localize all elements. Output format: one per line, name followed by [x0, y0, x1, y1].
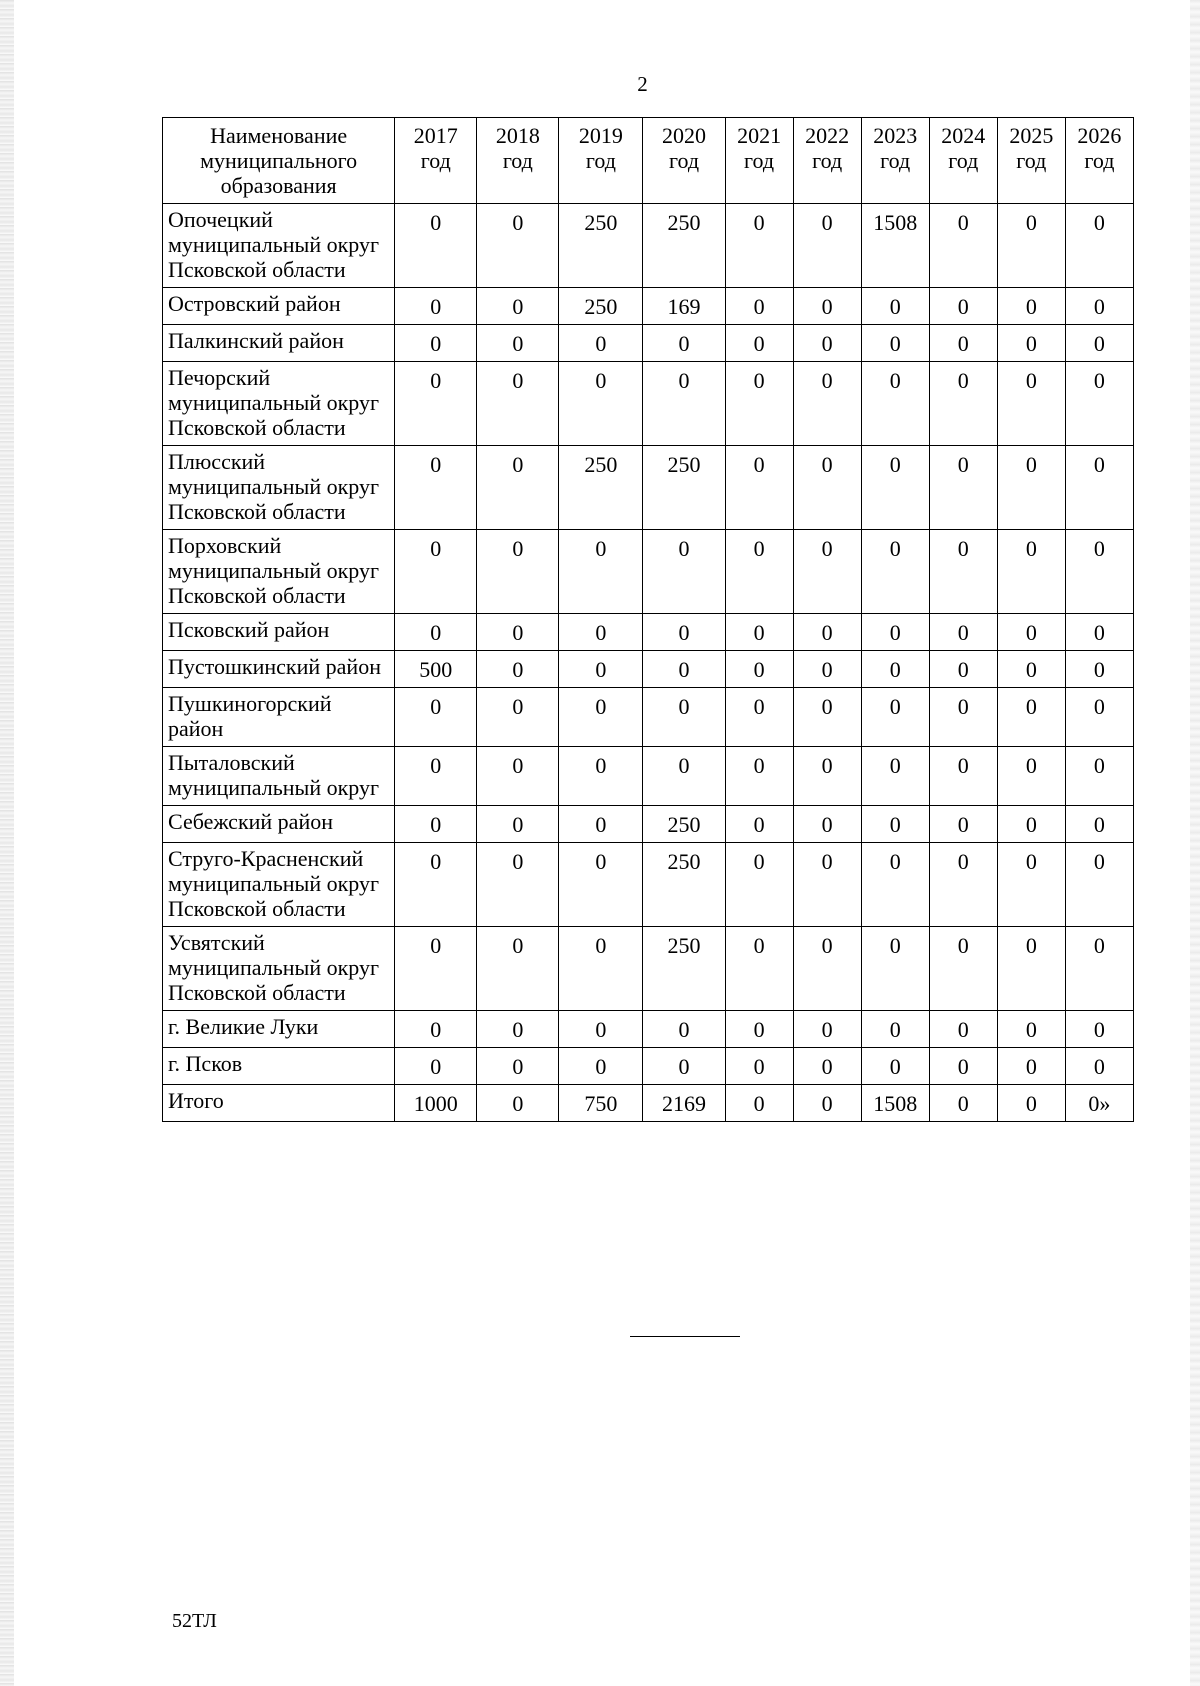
row-name: Псковский район — [163, 614, 395, 651]
row-value: 0 — [793, 747, 861, 806]
row-value: 0 — [725, 1011, 793, 1048]
row-value: 0 — [395, 1048, 477, 1085]
table-row — [163, 1011, 1134, 1048]
row-value: 0 — [861, 688, 929, 747]
row-value: 0 — [477, 325, 559, 362]
row-value: 0 — [929, 1011, 997, 1048]
row-value: 0 — [793, 1011, 861, 1048]
header-name: Наименование муниципального образования — [163, 118, 395, 204]
row-value: 0 — [929, 688, 997, 747]
row-value: 0 — [725, 843, 793, 927]
row-value: 0 — [929, 446, 997, 530]
row-value: 0 — [559, 530, 643, 614]
row-name: Пустошкинский район — [163, 651, 395, 688]
row-value: 0 — [861, 325, 929, 362]
row-value: 0 — [861, 446, 929, 530]
row-name: Островский район — [163, 288, 395, 325]
row-value: 0 — [1065, 688, 1133, 747]
row-value: 750 — [559, 1085, 643, 1122]
table-row — [163, 806, 1134, 843]
row-value: 0 — [477, 747, 559, 806]
row-value: 0 — [643, 614, 725, 651]
table-row — [163, 688, 1134, 747]
row-value: 0 — [643, 325, 725, 362]
table-row — [163, 843, 1134, 927]
row-value: 0 — [861, 362, 929, 446]
row-value: 500 — [395, 651, 477, 688]
row-value: 0 — [793, 204, 861, 288]
row-value: 0 — [793, 446, 861, 530]
header-year: 2020 год — [643, 118, 725, 204]
row-value: 0 — [559, 747, 643, 806]
scan-edge-right — [1190, 0, 1200, 1686]
row-value: 0 — [725, 530, 793, 614]
row-value: 0 — [1065, 362, 1133, 446]
row-value: 0 — [1065, 530, 1133, 614]
table-row — [163, 651, 1134, 688]
row-value: 250 — [559, 288, 643, 325]
row-value: 0 — [559, 688, 643, 747]
row-value: 0 — [997, 927, 1065, 1011]
row-value: 0 — [559, 325, 643, 362]
row-name: Итого — [163, 1085, 395, 1122]
row-value: 0 — [395, 843, 477, 927]
row-name: Плюсский муниципальный округ Псковской области — [163, 446, 395, 530]
row-value: 0 — [559, 1048, 643, 1085]
table-body — [163, 204, 1134, 1122]
row-value: 0 — [643, 362, 725, 446]
row-value: 0 — [1065, 806, 1133, 843]
row-value: 0 — [793, 1085, 861, 1122]
row-value: 250 — [643, 806, 725, 843]
row-value: 0 — [395, 614, 477, 651]
row-value: 0 — [793, 362, 861, 446]
row-value: 0 — [725, 362, 793, 446]
row-value: 0 — [477, 651, 559, 688]
budget-table — [162, 117, 1134, 1122]
row-value: 0 — [395, 927, 477, 1011]
row-value: 250 — [643, 927, 725, 1011]
row-value: 0 — [861, 806, 929, 843]
row-value: 0 — [725, 806, 793, 843]
row-value: 0 — [643, 688, 725, 747]
row-value: 0 — [997, 747, 1065, 806]
row-value: 0 — [793, 688, 861, 747]
row-value: 250 — [643, 204, 725, 288]
row-value: 0 — [997, 530, 1065, 614]
row-value: 0 — [929, 362, 997, 446]
row-value: 0 — [793, 806, 861, 843]
row-value: 0 — [861, 1011, 929, 1048]
row-value: 0 — [643, 530, 725, 614]
row-value: 0 — [997, 362, 1065, 446]
table-row — [163, 1048, 1134, 1085]
row-value: 0 — [929, 325, 997, 362]
row-value: 0 — [477, 806, 559, 843]
row-value: 0 — [477, 530, 559, 614]
row-value: 0 — [1065, 446, 1133, 530]
row-value: 2169 — [643, 1085, 725, 1122]
row-value: 0 — [861, 288, 929, 325]
row-value: 0 — [793, 1048, 861, 1085]
header-year: 2021 год — [725, 118, 793, 204]
table-row — [163, 362, 1134, 446]
row-value: 0 — [997, 651, 1065, 688]
row-value: 0» — [1065, 1085, 1133, 1122]
header-year: 2017 год — [395, 118, 477, 204]
header-year: 2022 год — [793, 118, 861, 204]
row-value: 0 — [929, 204, 997, 288]
total-row — [163, 1085, 1134, 1122]
row-value: 0 — [929, 288, 997, 325]
row-name: Опочецкий муниципальный округ Псковской области — [163, 204, 395, 288]
row-value: 0 — [1065, 614, 1133, 651]
row-value: 0 — [929, 843, 997, 927]
row-name: Усвятский муниципальный округ Псковской области — [163, 927, 395, 1011]
row-value: 0 — [997, 204, 1065, 288]
row-value: 0 — [725, 204, 793, 288]
row-value: 0 — [861, 1048, 929, 1085]
row-value: 0 — [725, 651, 793, 688]
row-name: Струго-Красненский муниципальный округ Псковской области — [163, 843, 395, 927]
row-value: 0 — [559, 1011, 643, 1048]
row-value: 0 — [395, 530, 477, 614]
row-value: 169 — [643, 288, 725, 325]
table-row — [163, 204, 1134, 288]
row-value: 0 — [559, 927, 643, 1011]
row-value: 0 — [477, 288, 559, 325]
row-value: 0 — [725, 446, 793, 530]
row-value: 0 — [395, 1011, 477, 1048]
row-value: 0 — [477, 927, 559, 1011]
header-year: 2019 год — [559, 118, 643, 204]
row-value: 0 — [793, 288, 861, 325]
row-value: 0 — [997, 325, 1065, 362]
table-row — [163, 530, 1134, 614]
row-value: 0 — [395, 362, 477, 446]
row-value: 0 — [725, 688, 793, 747]
row-value: 250 — [559, 446, 643, 530]
row-value: 0 — [725, 614, 793, 651]
row-value: 0 — [725, 927, 793, 1011]
row-value: 1000 — [395, 1085, 477, 1122]
row-value: 0 — [477, 204, 559, 288]
row-value: 0 — [861, 843, 929, 927]
row-value: 0 — [477, 1048, 559, 1085]
row-name: Себежский район — [163, 806, 395, 843]
row-value: 0 — [725, 288, 793, 325]
table-row — [163, 614, 1134, 651]
row-value: 0 — [793, 614, 861, 651]
row-value: 0 — [929, 1085, 997, 1122]
row-value: 0 — [477, 362, 559, 446]
row-value: 0 — [643, 747, 725, 806]
page-number: 2 — [637, 72, 648, 96]
row-value: 0 — [559, 614, 643, 651]
row-value: 0 — [929, 651, 997, 688]
row-value: 0 — [793, 325, 861, 362]
row-value: 0 — [559, 806, 643, 843]
table-row — [163, 288, 1134, 325]
row-value: 0 — [997, 806, 1065, 843]
row-value: 0 — [929, 1048, 997, 1085]
end-divider — [630, 1336, 740, 1337]
row-value: 0 — [559, 651, 643, 688]
row-value: 0 — [477, 688, 559, 747]
row-value: 0 — [477, 1085, 559, 1122]
row-value: 0 — [477, 446, 559, 530]
row-value: 0 — [725, 1048, 793, 1085]
row-name: Порховский муниципальный округ Псковской области — [163, 530, 395, 614]
row-value: 0 — [929, 614, 997, 651]
row-name: г. Великие Луки — [163, 1011, 395, 1048]
row-value: 0 — [861, 927, 929, 1011]
row-value: 0 — [793, 651, 861, 688]
row-value: 0 — [477, 843, 559, 927]
row-value: 0 — [559, 843, 643, 927]
row-value: 1508 — [861, 204, 929, 288]
row-value: 250 — [643, 843, 725, 927]
header-year: 2025 год — [997, 118, 1065, 204]
header-year: 2024 год — [929, 118, 997, 204]
row-value: 0 — [395, 806, 477, 843]
table-header-row — [163, 118, 1134, 204]
row-value: 0 — [395, 446, 477, 530]
row-value: 0 — [1065, 927, 1133, 1011]
row-value: 0 — [477, 614, 559, 651]
row-value: 0 — [997, 1085, 1065, 1122]
table-row — [163, 446, 1134, 530]
row-value: 1508 — [861, 1085, 929, 1122]
row-value: 0 — [997, 288, 1065, 325]
row-value: 0 — [793, 843, 861, 927]
row-value: 0 — [861, 651, 929, 688]
row-value: 0 — [793, 530, 861, 614]
row-value: 0 — [643, 651, 725, 688]
row-value: 0 — [643, 1011, 725, 1048]
row-value: 0 — [861, 614, 929, 651]
row-value: 0 — [929, 530, 997, 614]
row-value: 0 — [861, 530, 929, 614]
row-value: 0 — [1065, 1048, 1133, 1085]
row-value: 0 — [861, 747, 929, 806]
row-name: Пушкиногорский район — [163, 688, 395, 747]
row-value: 0 — [395, 325, 477, 362]
row-value: 0 — [929, 747, 997, 806]
row-value: 0 — [997, 843, 1065, 927]
row-value: 0 — [559, 362, 643, 446]
row-value: 0 — [1065, 325, 1133, 362]
row-value: 0 — [1065, 288, 1133, 325]
row-value: 0 — [725, 747, 793, 806]
row-value: 0 — [725, 325, 793, 362]
header-year: 2023 год — [861, 118, 929, 204]
row-value: 0 — [1065, 204, 1133, 288]
table-row — [163, 747, 1134, 806]
row-value: 0 — [997, 614, 1065, 651]
row-value: 0 — [929, 806, 997, 843]
row-value: 0 — [725, 1085, 793, 1122]
row-value: 0 — [643, 1048, 725, 1085]
row-value: 0 — [997, 1011, 1065, 1048]
table-row — [163, 927, 1134, 1011]
row-name: Печорский муниципальный округ Псковской области — [163, 362, 395, 446]
header-year: 2026 год — [1065, 118, 1133, 204]
row-value: 0 — [395, 204, 477, 288]
row-name: Палкинский район — [163, 325, 395, 362]
row-value: 0 — [1065, 651, 1133, 688]
row-value: 250 — [643, 446, 725, 530]
row-name: г. Псков — [163, 1048, 395, 1085]
row-value: 0 — [1065, 747, 1133, 806]
row-value: 0 — [793, 927, 861, 1011]
table-row — [163, 325, 1134, 362]
scan-edge-left — [0, 0, 14, 1686]
row-value: 0 — [1065, 1011, 1133, 1048]
row-value: 0 — [395, 688, 477, 747]
row-name: Пыталовский муниципальный округ — [163, 747, 395, 806]
row-value: 0 — [1065, 843, 1133, 927]
row-value: 0 — [395, 288, 477, 325]
footer-code: 52ТЛ — [172, 1610, 217, 1632]
row-value: 0 — [477, 1011, 559, 1048]
header-year: 2018 год — [477, 118, 559, 204]
row-value: 0 — [997, 446, 1065, 530]
row-value: 0 — [929, 927, 997, 1011]
row-value: 250 — [559, 204, 643, 288]
row-value: 0 — [997, 1048, 1065, 1085]
row-value: 0 — [997, 688, 1065, 747]
row-value: 0 — [395, 747, 477, 806]
